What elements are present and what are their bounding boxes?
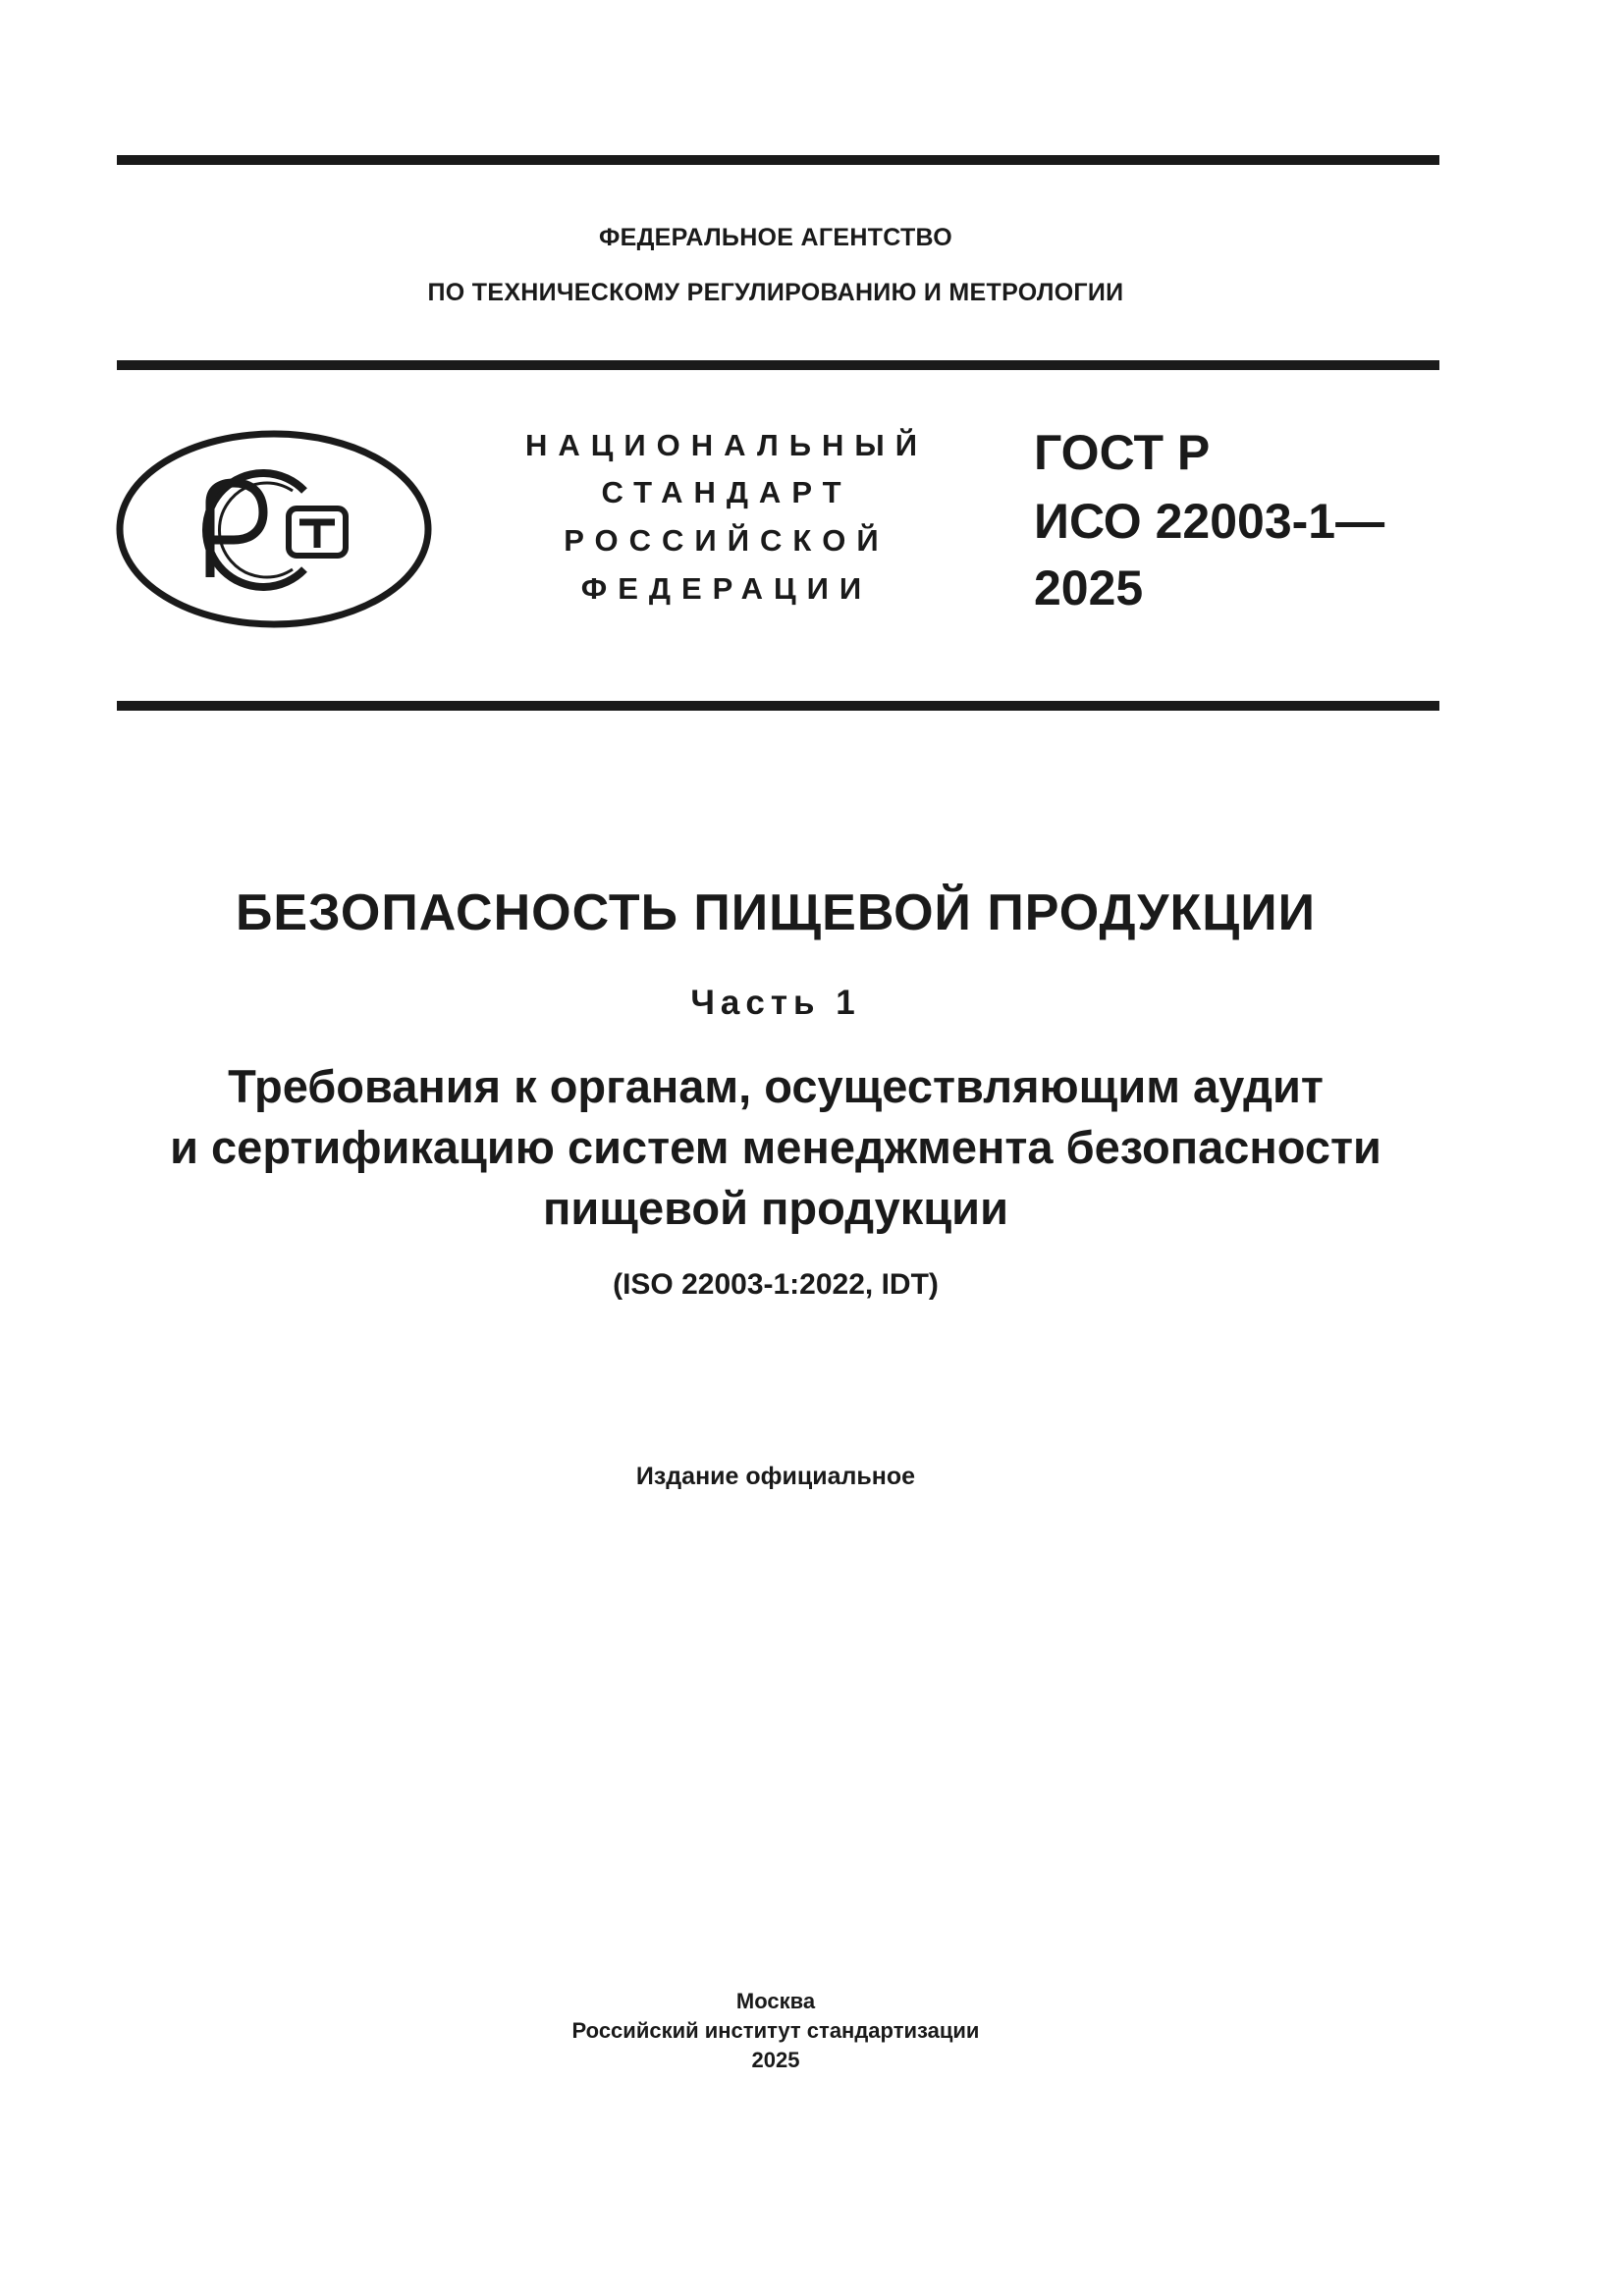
standard-type-line-2: СТАНДАРТ bbox=[601, 475, 852, 509]
standard-type-line-1: НАЦИОНАЛЬНЫЙ bbox=[524, 428, 929, 462]
subtitle-line-1: Требования к органам, осуществляющим аудит bbox=[228, 1060, 1324, 1112]
subtitle-line-3: пищевой продукции bbox=[543, 1182, 1008, 1234]
rst-logo bbox=[116, 430, 432, 628]
standard-type-line-4: ФЕДЕРАЦИИ bbox=[580, 571, 873, 606]
designation-line-1: ГОСТ Р bbox=[1034, 425, 1211, 480]
edition-label: Издание официальное bbox=[635, 1463, 916, 1490]
agency-line-2: ПО ТЕХНИЧЕСКОМУ РЕГУЛИРОВАНИЮ И МЕТРОЛОГИИ bbox=[427, 279, 1124, 306]
designation-line-3: 2025 bbox=[1034, 561, 1144, 615]
designation-line-2: ИСО 22003-1— bbox=[1034, 494, 1385, 549]
agency-line-1: ФЕДЕРАЛЬНОЕ АГЕНТСТВО bbox=[598, 224, 953, 251]
part-label: Часть 1 bbox=[690, 984, 861, 1022]
designation-rule bbox=[117, 701, 1439, 711]
document-title: БЕЗОПАСНОСТЬ ПИЩЕВОЙ ПРОДУКЦИИ bbox=[235, 884, 1316, 941]
top-rule bbox=[117, 155, 1439, 165]
iso-reference: (ISO 22003-1:2022, IDT) bbox=[613, 1268, 939, 1301]
imprint-year: 2025 bbox=[751, 2048, 800, 2072]
imprint-city: Москва bbox=[735, 1989, 816, 2013]
header-rule bbox=[117, 360, 1439, 370]
imprint-publisher: Российский институт стандартизации bbox=[571, 2018, 980, 2043]
subtitle-line-2: и сертификацию систем менеджмента безопасности bbox=[170, 1121, 1381, 1173]
standard-type-line-3: РОССИЙСКОЙ bbox=[564, 523, 890, 558]
